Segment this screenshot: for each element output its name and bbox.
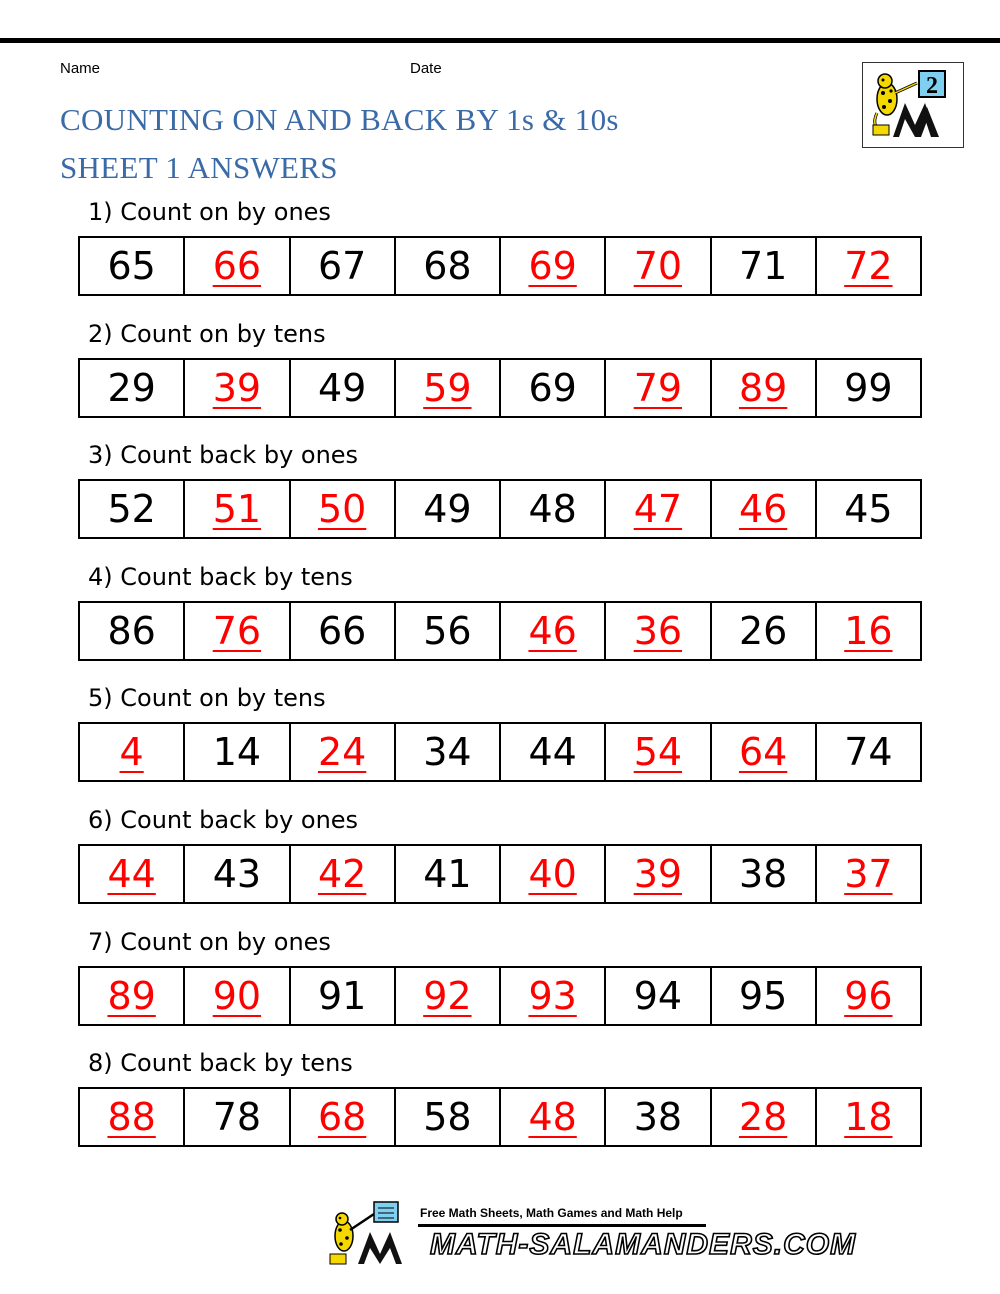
problem-label: 4) Count back by tens xyxy=(88,563,353,591)
given-number-cell: 94 xyxy=(606,968,711,1024)
answer-cell: 50 xyxy=(291,481,396,537)
given-number-cell: 99 xyxy=(844,366,893,410)
answer-cell: 16 xyxy=(844,609,893,653)
answer-cell: 47 xyxy=(606,481,711,537)
given-number-cell: 95 xyxy=(712,968,817,1024)
svg-text:2: 2 xyxy=(926,73,938,99)
given-number-cell: 67 xyxy=(291,238,396,294)
footer-rule xyxy=(418,1224,706,1227)
given-number-cell: 66 xyxy=(291,603,396,659)
answer-cell: 48 xyxy=(501,1089,606,1145)
problem-label: 2) Count on by tens xyxy=(88,320,326,348)
answer-cell: 92 xyxy=(396,968,501,1024)
answer-cell: 28 xyxy=(712,1089,817,1145)
worksheet-title: COUNTING ON AND BACK BY 1s & 10s xyxy=(60,102,619,137)
given-number-cell: 34 xyxy=(396,724,501,780)
answer-cell: 24 xyxy=(291,724,396,780)
answer-cell: 46 xyxy=(712,481,817,537)
name-label: Name xyxy=(60,60,101,77)
answer-cell: 44 xyxy=(80,846,185,902)
answer-cell: 68 xyxy=(291,1089,396,1145)
answer-cell: 39 xyxy=(185,360,290,416)
answer-cell: 70 xyxy=(606,238,711,294)
given-number-cell: 52 xyxy=(80,481,185,537)
given-number-cell: 49 xyxy=(291,360,396,416)
number-sequence-row xyxy=(78,601,922,661)
answer-cell: 64 xyxy=(712,724,817,780)
given-number-cell: 49 xyxy=(396,481,501,537)
given-number-cell: 43 xyxy=(185,846,290,902)
salamander-grade-icon xyxy=(863,63,963,147)
given-number-cell: 68 xyxy=(396,238,501,294)
answer-cell: 90 xyxy=(185,968,290,1024)
given-number-cell: 44 xyxy=(501,724,606,780)
date-label: Date xyxy=(410,60,442,77)
problem-label: 8) Count back by tens xyxy=(88,1049,353,1077)
problem-label: 3) Count back by ones xyxy=(88,441,359,469)
answer-cell: 76 xyxy=(185,603,290,659)
answer-cell: 88 xyxy=(80,1089,185,1145)
number-sequence-row xyxy=(78,966,922,1026)
answer-cell: 4 xyxy=(80,724,185,780)
number-sequence-row xyxy=(78,1087,922,1147)
problem-label: 7) Count on by ones xyxy=(88,928,331,956)
answer-cell: 39 xyxy=(606,846,711,902)
given-number-cell: 14 xyxy=(185,724,290,780)
footer-branding xyxy=(322,1198,857,1268)
given-number-cell: 45 xyxy=(844,487,893,531)
given-number-cell: 69 xyxy=(501,360,606,416)
number-sequence-row xyxy=(78,236,922,296)
given-number-cell: 74 xyxy=(844,730,893,774)
given-number-cell: 71 xyxy=(712,238,817,294)
given-number-cell: 56 xyxy=(396,603,501,659)
answer-cell: 66 xyxy=(185,238,290,294)
given-number-cell: 38 xyxy=(712,846,817,902)
answer-cell: 18 xyxy=(844,1095,893,1139)
number-sequence-row xyxy=(78,844,922,904)
answer-cell: 89 xyxy=(80,968,185,1024)
answer-cell: 79 xyxy=(606,360,711,416)
given-number-cell: 29 xyxy=(80,360,185,416)
salamander-logo-icon xyxy=(322,1198,422,1268)
top-rule xyxy=(0,38,1000,43)
answer-cell: 69 xyxy=(501,238,606,294)
answer-cell: 42 xyxy=(291,846,396,902)
footer-site-name: MATH-SALAMANDERS.COM xyxy=(430,1228,857,1261)
answer-cell: 59 xyxy=(396,360,501,416)
answer-cell: 36 xyxy=(606,603,711,659)
given-number-cell: 65 xyxy=(80,238,185,294)
answer-cell: 54 xyxy=(606,724,711,780)
answer-cell: 89 xyxy=(712,360,817,416)
given-number-cell: 26 xyxy=(712,603,817,659)
number-sequence-row xyxy=(78,358,922,418)
problem-label: 1) Count on by ones xyxy=(88,198,331,226)
footer-tagline: Free Math Sheets, Math Games and Math Help xyxy=(420,1206,683,1220)
worksheet-subtitle: SHEET 1 ANSWERS xyxy=(60,150,338,185)
given-number-cell: 86 xyxy=(80,603,185,659)
answer-cell: 40 xyxy=(501,846,606,902)
number-sequence-row xyxy=(78,722,922,782)
given-number-cell: 58 xyxy=(396,1089,501,1145)
grade-logo xyxy=(862,62,964,148)
answer-cell: 37 xyxy=(844,852,893,896)
number-sequence-row xyxy=(78,479,922,539)
problem-label: 6) Count back by ones xyxy=(88,806,359,834)
answer-cell: 96 xyxy=(844,974,893,1018)
given-number-cell: 48 xyxy=(501,481,606,537)
answer-cell: 51 xyxy=(185,481,290,537)
given-number-cell: 41 xyxy=(396,846,501,902)
given-number-cell: 38 xyxy=(606,1089,711,1145)
answer-cell: 46 xyxy=(501,603,606,659)
answer-cell: 72 xyxy=(844,244,893,288)
given-number-cell: 78 xyxy=(185,1089,290,1145)
given-number-cell: 91 xyxy=(291,968,396,1024)
problem-label: 5) Count on by tens xyxy=(88,684,326,712)
answer-cell: 93 xyxy=(501,968,606,1024)
